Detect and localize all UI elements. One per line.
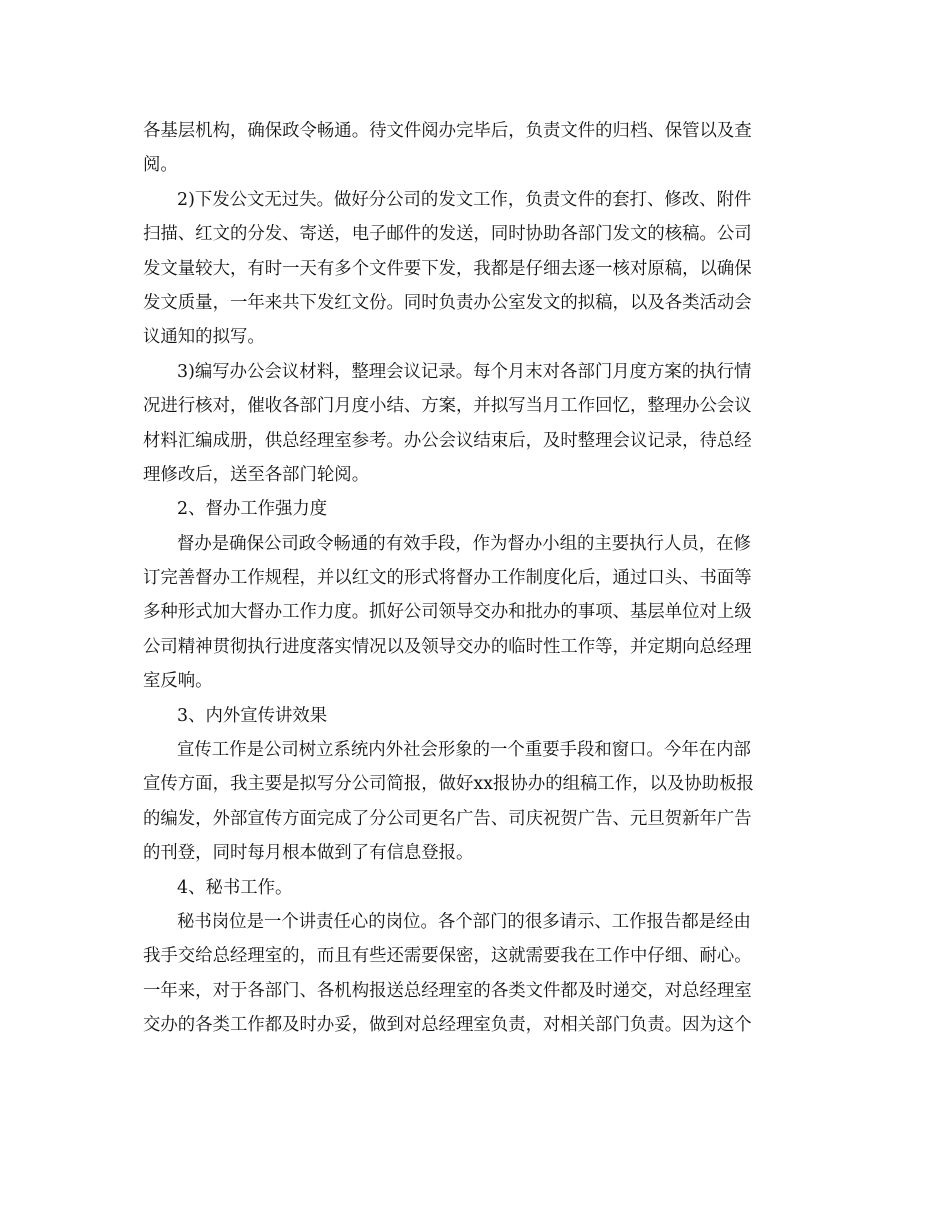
text-line: 况进行核对，催收各部门月度小结、方案，并拟写当月工作回忆，整理办公会议 [143,396,752,417]
text-line: 发文质量，一年来共下发红文份。同时负责办公室发文的拟稿，以及各类活动会 [143,292,752,313]
text-line: 各基层机构，确保政令畅通。待文件阅办完毕后，负责文件的归档、保管以及查 [143,121,752,141]
document-body [143,114,803,1043]
section-heading: 4、秘书工作。 [177,877,293,898]
text-line: 室反响。 [143,671,213,692]
text-line: 多种形式加大督办工作力度。抓好公司领导交办和批办的事项、基层单位对上级 [143,602,752,623]
text-line: 的编发，外部宣传方面完成了分公司更名广告、司庆祝贺广告、元旦贺新年广告 [143,808,752,829]
text-line: 阅。 [143,155,178,176]
text-line: 宣传工作是公司树立系统内外社会形象的一个重要手段和窗口。今年在内部 [177,740,751,761]
text-line: 宣传方面，我主要是拟写分公司简报，做好xx报协办的组稿工作，以及协助板报 [143,774,754,795]
text-line: 秘书岗位是一个讲责任心的岗位。各个部门的很多请示、工作报告都是经由 [177,911,751,932]
section-heading: 3、内外宣传讲效果 [177,705,328,726]
text-line: 督办是确保公司政令畅通的有效手段，作为督办小组的主要执行人员，在修 [177,533,751,554]
text-line: 2)下发公文无过失。做好分公司的发文工作，负责文件的套打、修改、附件 [177,189,752,210]
text-line: 我手交给总经理室的，而且有些还需要保密，这就需要我在工作中仔细、耐心。 [143,946,752,967]
text-line: 3)编写办公会议材料，整理会议记录。每个月末对各部门月度方案的执行情 [177,361,752,382]
text-line: 公司精神贯彻执行进度落实情况以及领导交办的临时性工作等，并定期向总经理 [143,636,752,657]
text-line: 发文量较大，有时一天有多个文件要下发，我都是仔细去逐一核对原稿，以确保 [143,258,752,279]
text-line: 材料汇编成册，供总经理室参考。办公会议结束后，及时整理会议记录，待总经 [143,430,752,451]
text-line: 一年来，对于各部门、各机构报送总经理室的各类文件都及时递交，对总经理室 [143,980,752,1001]
text-line: 理修改后，送至各部门轮阅。 [143,464,370,485]
section-heading: 2、督办工作强力度 [177,499,328,520]
text-line: 议通知的拟写。 [143,327,265,348]
text-line: 交办的各类工作都及时办妥，做到对总经理室负责，对相关部门负责。因为这个 [143,1015,752,1036]
text-line: 的刊登，同时每月根本做到了有信息登报。 [143,843,474,864]
text-line: 订完善督办工作规程，并以红文的形式将督办工作制度化后，通过口头、书面等 [143,568,752,589]
text-line: 扫描、红文的分发、寄送，电子邮件的发送，同时协助各部门发文的核稿。公司 [143,224,752,245]
